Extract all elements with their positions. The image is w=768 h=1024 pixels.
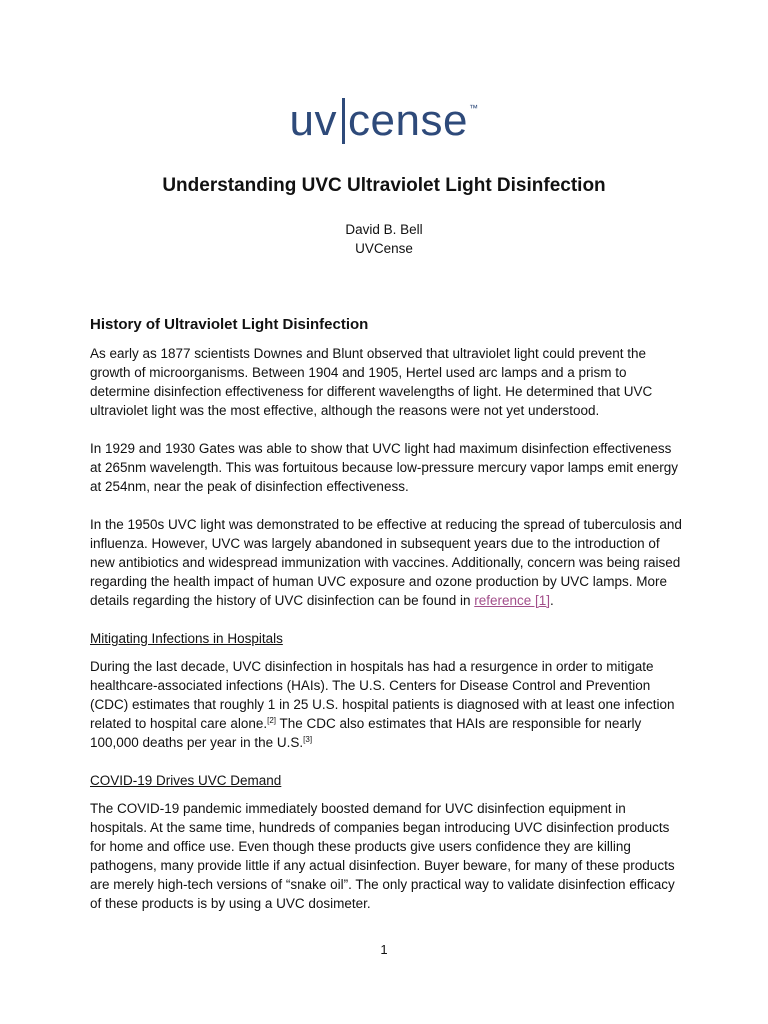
hospitals-paragraph-part-b: The CDC also estimates that HAIs are responsible for nearly 100,000 deaths per year in the U.S.	[90, 716, 642, 750]
author-block	[0, 220, 768, 258]
section-heading-history: History of Ultraviolet Light Disinfection	[90, 316, 369, 333]
citation-3: [3]	[303, 735, 313, 744]
history-paragraph-2: In 1929 and 1930 Gates was able to show that UVC light had maximum disinfection effectiveness at 265nm wavelength. This was fortuitous because low-pressure mercury vapor lamps emit energy at 254nm, near the peak of disinfection effectiveness.	[90, 441, 679, 494]
history-paragraph-3	[90, 515, 682, 610]
logo-text-left: uv	[289, 96, 338, 145]
uvcense-logo	[0, 84, 768, 145]
hospitals-paragraph	[90, 657, 682, 752]
history-paragraph-3-end: .	[550, 593, 554, 608]
reference-1-link[interactable]: reference [1]	[474, 593, 551, 608]
author-organization: UVCense	[355, 241, 413, 256]
document-body	[90, 315, 682, 932]
history-paragraph-3-text: In the 1950s UVC light was demonstrated to be effective at reducing the spread of tuberculosis and influenza. However, UVC was largely abandoned in subsequent years due to the introduction of new antibiotics and widespread immunization with vaccines. Additionally, concern was being raised regarding the health impact of human UVC exposure and ozone production by UVC lamps. More details regarding the history of UVC disinfection can be found in	[90, 517, 682, 608]
section-heading-hospitals: Mitigating Infections in Hospitals	[90, 631, 283, 646]
section-heading-covid: COVID-19 Drives UVC Demand	[90, 773, 282, 788]
document-title: Understanding UVC Ultraviolet Light Disinfection	[162, 175, 606, 196]
hospitals-paragraph-part-a: During the last decade, UVC disinfection in hospitals has had a resurgence in order to mitigate healthcare-associated infections (HAIs). The U.S. Centers for Disease Control and Prevention (CDC) estimates that roughly 1 in 25 U.S. hospital patients is diagnosed with at least one infection related to hospital care alone.	[90, 659, 675, 731]
citation-2: [2]	[267, 716, 277, 725]
logo-trademark: ™	[468, 103, 479, 113]
history-paragraph-1: As early as 1877 scientists Downes and Blunt observed that ultraviolet light could prevent the growth of microorganisms. Between 1904 and 1905, Hertel used arc lamps and a prism to determine disinfection effectiveness for different wavelengths of light. He determined that UVC ultraviolet light was the most effective, although the reasons were not yet understood.	[90, 346, 653, 418]
logo-text-right: cense	[348, 96, 468, 145]
covid-paragraph: The COVID-19 pandemic immediately boosted demand for UVC disinfection equipment in hospitals. At the same time, hundreds of companies began introducing UVC disinfection products for home and office use. Even though these products give users confidence they are killing pathogens, many provide little if any actual disinfection. Buyer beware, for many of these products are merely high-tech versions of “snake oil”. The only practical way to validate disinfection efficacy of these products is by using a UVC dosimeter.	[90, 801, 675, 911]
logo-divider-bar	[342, 98, 345, 144]
page-number: 1	[380, 942, 388, 957]
author-name: David B. Bell	[345, 222, 423, 237]
